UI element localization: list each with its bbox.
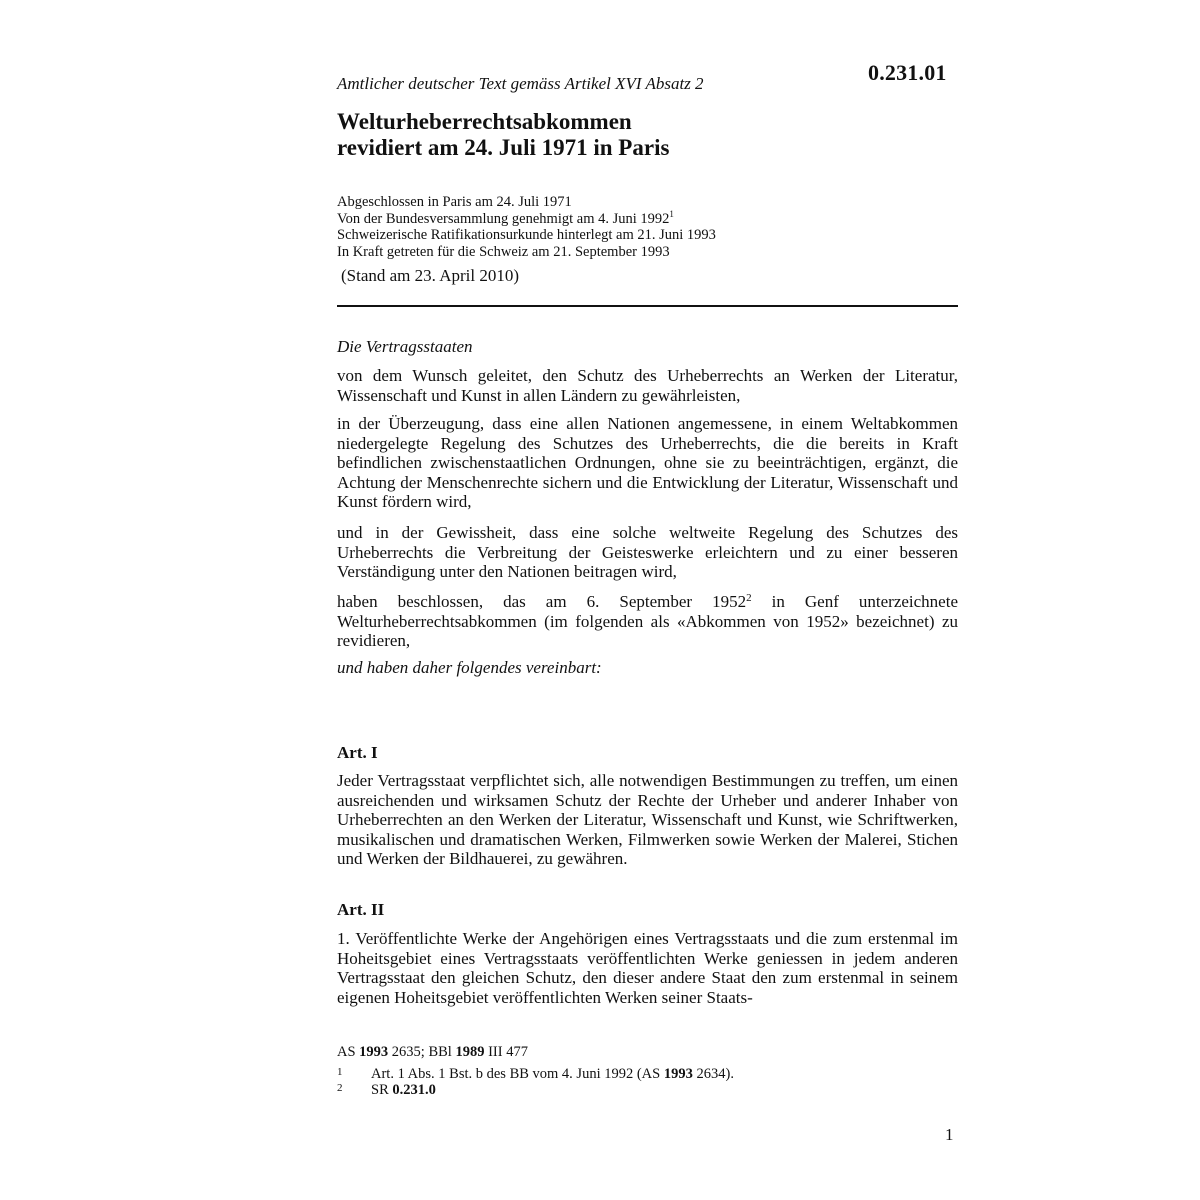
page-number: 1 bbox=[945, 1125, 954, 1144]
document-metadata bbox=[337, 194, 716, 260]
header-divider bbox=[337, 305, 958, 307]
document-title bbox=[337, 109, 669, 161]
article-1-heading: Art. I bbox=[337, 743, 378, 762]
preamble-closing: und haben daher folgendes vereinbart: bbox=[337, 658, 602, 677]
sr-number: 0.231.01 bbox=[868, 60, 947, 85]
meta-approved bbox=[337, 208, 716, 228]
title-line-2: revidiert am 24. Juli 1971 in Paris bbox=[337, 135, 670, 160]
article-1-text: Jeder Vertragsstaat verpflichtet sich, alle notwendigen Bestimmungen zu treffen, um einen ausreichenden und wirksamen Schutz der Rechte der Urheber und anderer Inhaber von Urheberrechten an den Werken der Literatur, Wissenschaft und Kunst, wie Schriftwerken, musikalischen und dramatischen Werken, Filmwerken sowie Werken der Malerei, Stichen und Werken der Bildhauerei, zu gewähren. bbox=[337, 771, 958, 868]
article-2-text: 1. Veröffentlichte Werke der Angehörigen eines Vertragsstaats und die zum erstenmal im Hoheitsgebiet eines Vertragsstaats veröffentlichten Werke geniessen in jedem anderen Vertragsstaat den gleichen Schutz, den dieser andere Staat den zum erstenmal in seinem eigenen Hoheitsgebiet veröffentlichten Werken seiner Staats- bbox=[337, 929, 958, 1007]
footnote-2-number: 2 bbox=[337, 1082, 343, 1094]
meta-ratification: Schweizerische Ratifikationsurkunde hinterlegt am 21. Juni 1993 bbox=[337, 227, 716, 243]
meta-concluded: Abgeschlossen in Paris am 24. Juli 1971 bbox=[337, 194, 572, 210]
source-reference: AS 1993 2635; BBl 1989 III 477 bbox=[337, 1044, 528, 1060]
footnote-1: 1 Art. 1 Abs. 1 Bst. b des BB vom 4. Juni 1992 (AS 1993 2634). bbox=[337, 1066, 734, 1082]
footnote-ref-2[interactable]: 2 bbox=[746, 592, 752, 604]
official-text-note: Amtlicher deutscher Text gemäss Artikel XVI Absatz 2 bbox=[337, 74, 704, 93]
preamble-paragraph-3: und in der Gewissheit, dass eine solche weltweite Regelung des Schutzes des Urheberrechts die Verbreitung der Geisteswerke erleichtern und zu einer besseren Verständigung unter den Nationen beitragen wird, bbox=[337, 523, 958, 581]
status-date: (Stand am 23. April 2010) bbox=[341, 266, 520, 285]
preamble-intro: Die Vertragsstaaten bbox=[337, 337, 473, 356]
preamble-paragraph-2: in der Überzeugung, dass eine allen Nationen angemessene, in einem Weltabkommen niedergelegte Regelung des Schutzes des Urheberrechts, die die bereits in Kraft befindlichen zwischenstaatlichen Ordnungen, ohne sie zu beeinträchtigen, ergänzt, die Achtung der Menschenrechte sichern und die Entwicklung der Literatur, Wissenschaft und Kunst fördern wird, bbox=[337, 414, 958, 511]
footnote-2: 2 SR 0.231.0 bbox=[337, 1082, 436, 1098]
preamble-p4-start: haben beschlossen, das am 6. September 1952 bbox=[337, 592, 747, 611]
footnote-1-number: 1 bbox=[337, 1066, 343, 1078]
title-line-1: Welturheberrechtsabkommen bbox=[337, 109, 632, 134]
preamble-paragraph-4 bbox=[337, 592, 958, 651]
preamble-paragraph-1: von dem Wunsch geleitet, den Schutz des Urheberrechts an Werken der Literatur, Wissenschaft und Kunst in allen Ländern zu gewährleisten, bbox=[337, 366, 958, 405]
article-2-heading: Art. II bbox=[337, 900, 385, 919]
footnote-ref-1[interactable]: 1 bbox=[669, 208, 674, 219]
meta-in-force: In Kraft getreten für die Schweiz am 21. September 1993 bbox=[337, 243, 670, 260]
preamble-p4-end: in Genf unterzeichnete Welturheberrechtsabkommen (im folgenden als «Abkommen von 1952» bezeichnet) zu revidieren, bbox=[337, 592, 958, 650]
meta-approved-text: Von der Bundesversammlung genehmigt am 4. Juni 1992 bbox=[337, 210, 670, 227]
